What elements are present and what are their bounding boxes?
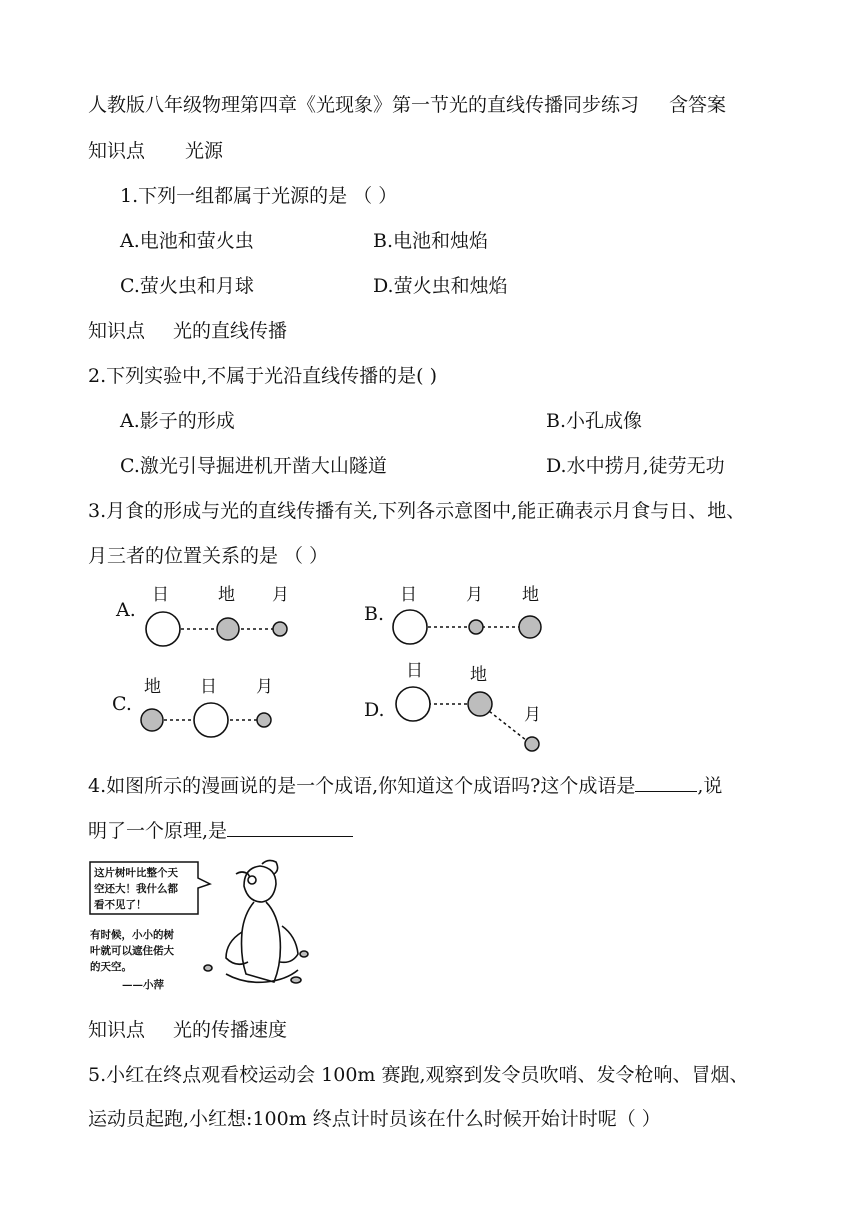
earth-circle — [519, 616, 541, 638]
q2-option-c: C.激光引导掘进机开凿大山隧道 — [120, 455, 387, 477]
label-earth: 地 — [218, 585, 235, 605]
q4-text-a: 4.如图所示的漫画说的是一个成语,你知道这个成语吗?这个成语是 — [88, 775, 636, 797]
section-name: 光的直线传播 — [173, 320, 288, 342]
section-label: 知识点 — [88, 1019, 146, 1041]
question-3-stem-line2: 月三者的位置关系的是 （ ） — [88, 545, 329, 567]
moon-circle — [525, 737, 539, 751]
earth-circle — [217, 618, 239, 640]
idiom-cartoon — [86, 856, 316, 994]
question-5-stem-line1: 5.小红在终点观看校运动会 100m 赛跑,观察到发令员吹哨、发令枪响、冒烟、 — [88, 1064, 749, 1086]
option-letter-d: D. — [364, 699, 385, 721]
section-name: 光源 — [185, 140, 224, 162]
q1-option-d: D.萤火虫和烛焰 — [373, 275, 508, 297]
question-4-stem-line1 — [88, 771, 722, 799]
option-letter-c: C. — [112, 693, 132, 715]
moon-circle — [257, 713, 271, 727]
label-sun: 日 — [400, 585, 417, 605]
question-1-stem: 1.下列一组都属于光源的是 （ ） — [120, 185, 398, 207]
caption-line-2: 叶就可以遮住偌大 — [90, 945, 174, 957]
section-heading-rectilinear — [88, 318, 287, 344]
title-suffix: 含答案 — [669, 94, 727, 116]
label-moon: 月 — [524, 705, 541, 725]
label-sun: 日 — [200, 677, 217, 697]
q2-option-d: D.水中捞月,徒劳无功 — [546, 455, 725, 477]
section-heading-speed — [88, 1017, 287, 1043]
label-earth: 地 — [522, 585, 539, 605]
section-name: 光的传播速度 — [173, 1019, 288, 1041]
section-heading-light-source — [88, 138, 223, 164]
cartoon-signature: ——小萍 — [122, 979, 164, 991]
page-title — [88, 92, 726, 118]
sun-circle — [194, 703, 228, 737]
answer-blank-idiom[interactable] — [635, 771, 697, 792]
moon-circle — [273, 622, 287, 636]
question-5-stem-line2: 运动员起跑,小红想:100m 终点计时员该在什么时候开始计时呢（ ） — [88, 1108, 661, 1130]
q2-option-a: A.影子的形成 — [120, 410, 235, 432]
section-label: 知识点 — [88, 320, 146, 342]
question-4-stem-line2 — [88, 816, 353, 844]
label-moon: 月 — [256, 677, 273, 697]
scholar-figure — [204, 860, 308, 983]
bubble-line-3: 看不见了！ — [94, 899, 147, 911]
label-moon: 月 — [272, 585, 289, 605]
caption-line-3: 的天空。 — [90, 961, 132, 973]
eclipse-diagram — [88, 572, 588, 754]
q1-option-b: B.电池和烛焰 — [373, 230, 489, 252]
question-2-stem: 2.下列实验中,不属于光沿直线传播的是( ) — [88, 365, 438, 387]
bubble-line-1: 这片树叶比整个天 — [94, 867, 178, 879]
earth-circle — [141, 709, 163, 731]
title-text: 人教版八年级物理第四章《光现象》第一节光的直线传播同步练习 — [88, 94, 640, 116]
label-earth: 地 — [470, 665, 487, 685]
moon-circle — [469, 620, 483, 634]
q4-text-b: ,说 — [697, 775, 723, 797]
earth-circle — [468, 692, 492, 716]
eclipse-option-d — [364, 661, 541, 751]
eclipse-option-a — [115, 585, 289, 646]
q1-option-c: C.萤火虫和月球 — [120, 275, 254, 297]
label-moon: 月 — [466, 585, 483, 605]
eclipse-option-b — [364, 585, 541, 644]
option-letter-b: B. — [364, 603, 385, 625]
q2-option-b: B.小孔成像 — [546, 410, 643, 432]
option-letter-a: A. — [116, 599, 136, 621]
q4-text-c: 明了一个原理,是 — [88, 820, 228, 842]
label-earth: 地 — [144, 677, 161, 697]
sun-circle — [396, 687, 430, 721]
label-sun: 日 — [406, 661, 423, 681]
q1-option-a: A.电池和萤火虫 — [120, 230, 254, 252]
answer-blank-principle[interactable] — [227, 816, 353, 837]
sun-circle — [146, 612, 180, 646]
bubble-line-2: 空还大！我什么都 — [94, 883, 178, 895]
question-3-stem-line1: 3.月食的形成与光的直线传播有关,下列各示意图中,能正确表示月食与日、地、 — [88, 500, 746, 522]
section-label: 知识点 — [88, 140, 146, 162]
label-sun: 日 — [152, 585, 169, 605]
caption-line-1: 有时候，小小的树 — [90, 929, 174, 941]
sun-circle — [393, 610, 427, 644]
eclipse-option-c — [112, 677, 273, 737]
